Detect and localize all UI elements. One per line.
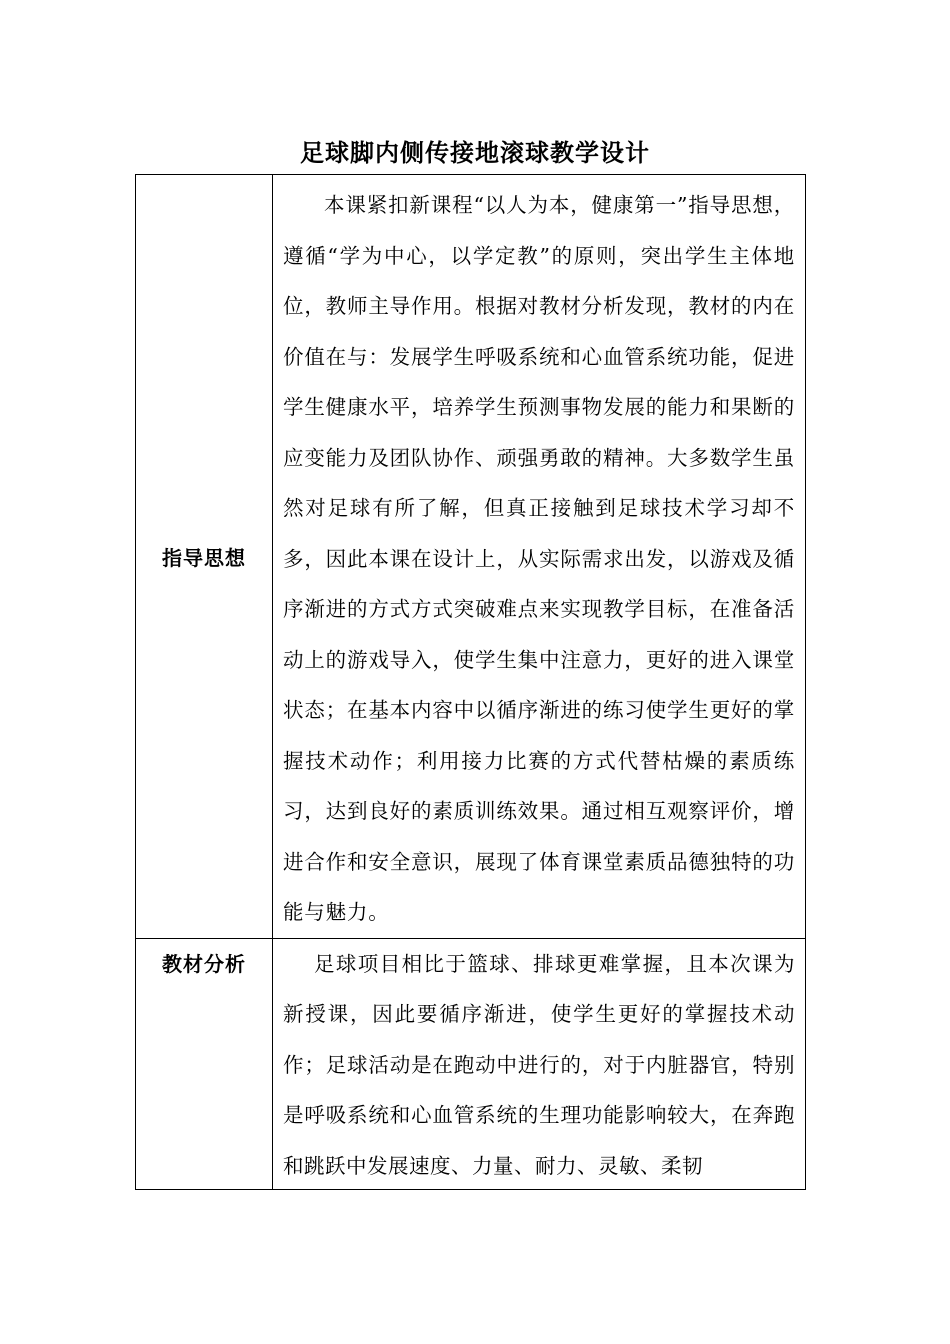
row-content-cell [273, 175, 806, 939]
row-label-cell [136, 938, 273, 1189]
row-label-material-analysis: 教材分析 [162, 951, 246, 976]
guiding-ideology-text: 本课紧扣新课程“以人为本，健康第一”指导思想，遵循“学为中心，以学定教”的原则，突出学生主体地位，教师主导作用。根据对教材分析发现，教材的内在价值在与：发展学生呼吸系统和心血管系统功能，促进学生健康水平，培养学生预测事物发展的能力和果断的应变能力及团队协作、顽强勇敢的精神。大多数学生虽然对足球有所了解，但真正接触到足球技术学习却不多，因此本课在设计上，从实际需求出发，以游戏及循序渐进的方式方式突破难点来实现教学目标，在准备活动上的游戏导入，使学生集中注意力，更好的进入课堂状态；在基本内容中以循序渐进的练习使学生更好的掌握技术动作；利用接力比赛的方式代替枯燥的素质练习，达到良好的素质训练效果。通过相互观察评价，增进合作和安全意识，展现了体育课堂素质品德独特的功能与魅力。 [283, 193, 795, 924]
document-title: 足球脚内侧传接地滚球教学设计 [300, 139, 650, 167]
lesson-plan-table [135, 174, 806, 1190]
material-analysis-text: 足球项目相比于篮球、排球更难掌握，且本次课为新授课，因此要循序渐进，使学生更好的掌握技术动作；足球活动是在跑动中进行的，对于内脏器官，特别是呼吸系统和心血管系统的生理功能影响较大，在奔跑和跳跃中发展速度、力量、耐力、灵敏、柔韧 [283, 951, 795, 1178]
row-label-guiding-ideology: 指导思想 [162, 545, 246, 570]
table-row [136, 175, 806, 939]
table-row [136, 938, 806, 1189]
row-label-cell [136, 175, 273, 939]
row-content-cell [273, 938, 806, 1189]
